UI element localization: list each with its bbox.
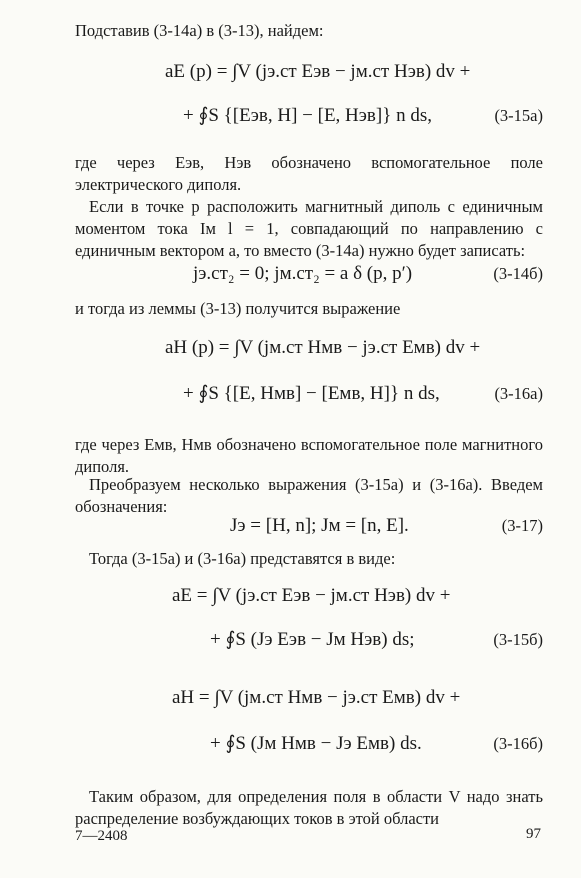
equation-number-3-14b: (3-14б) <box>493 264 543 283</box>
equation-3-17: Jэ = [H, n]; Jм = [n, E]. <box>230 515 409 536</box>
equation-3-16a-line2: + ∮S {[E, Hмв] − [Eмв, H]} n ds, <box>183 383 440 404</box>
paragraph-notation: Преобразуем несколько выражения (3-15а) и (3-16а). Введем обозначения: <box>75 475 543 516</box>
equation-number-3-15b: (3-15б) <box>493 630 543 649</box>
equation-3-16b-line1: aH = ∫V (jм.ст Hмв − jэ.ст Eмв) dv + <box>172 687 461 708</box>
equation-number-3-17: (3-17) <box>501 516 543 535</box>
paragraph-magnetic-dipole: Если в точке p расположить магнитный диполь с единичным моментом тока Iм l = 1, совпадающий по направлению с единичным вектором a, то вместо (3-14а) нужно будет записать: <box>75 197 543 260</box>
paragraph-then: Тогда (3-15а) и (3-16а) представятся в виде: <box>89 549 396 568</box>
paragraph-intro: Подставив (3-14а) в (3-13), найдем: <box>75 21 324 40</box>
paragraph-conclusion: Таким образом, для определения поля в области V надо знать распределение возбуждающих токов в этой области <box>75 787 543 828</box>
equation-3-15b-line2: + ∮S (Jэ Eэв − Jм Hэв) ds; <box>210 629 415 650</box>
paragraph-magnetic-field: где через Eмв, Hмв обозначено вспомогательное поле магнитного диполя. <box>75 435 543 476</box>
equation-number-3-16b: (3-16б) <box>493 734 543 753</box>
paragraph-lemma: и тогда из леммы (3-13) получится выражение <box>75 299 401 318</box>
equation-3-16a-line1: aH (p) = ∫V (jм.ст Hмв − jэ.ст Eмв) dv + <box>165 337 481 358</box>
page-number: 97 <box>526 826 541 842</box>
printer-signature: 7—2408 <box>75 828 128 844</box>
equation-3-15a-line2: + ∮S {[Eэв, H] − [E, Hэв]} n ds, <box>183 105 432 126</box>
equation-3-14b: jэ.ст₂ = 0; jм.ст₂ = a δ (p, p′) <box>193 263 413 284</box>
equation-3-15b-line1: aE = ∫V (jэ.ст Eэв − jм.ст Hэв) dv + <box>172 585 451 606</box>
equation-number-3-15a: (3-15а) <box>494 106 543 125</box>
equation-3-15a-line1: aE (p) = ∫V (jэ.ст Eэв − jм.ст Hэв) dv + <box>165 61 471 82</box>
paragraph-electric-dipole: где через Eэв, Hэв обозначено вспомогательное поле электрического диполя. <box>75 153 543 194</box>
equation-number-3-16a: (3-16а) <box>494 384 543 403</box>
equation-3-16b-line2: + ∮S (Jм Hмв − Jэ Eмв) ds. <box>210 733 422 754</box>
